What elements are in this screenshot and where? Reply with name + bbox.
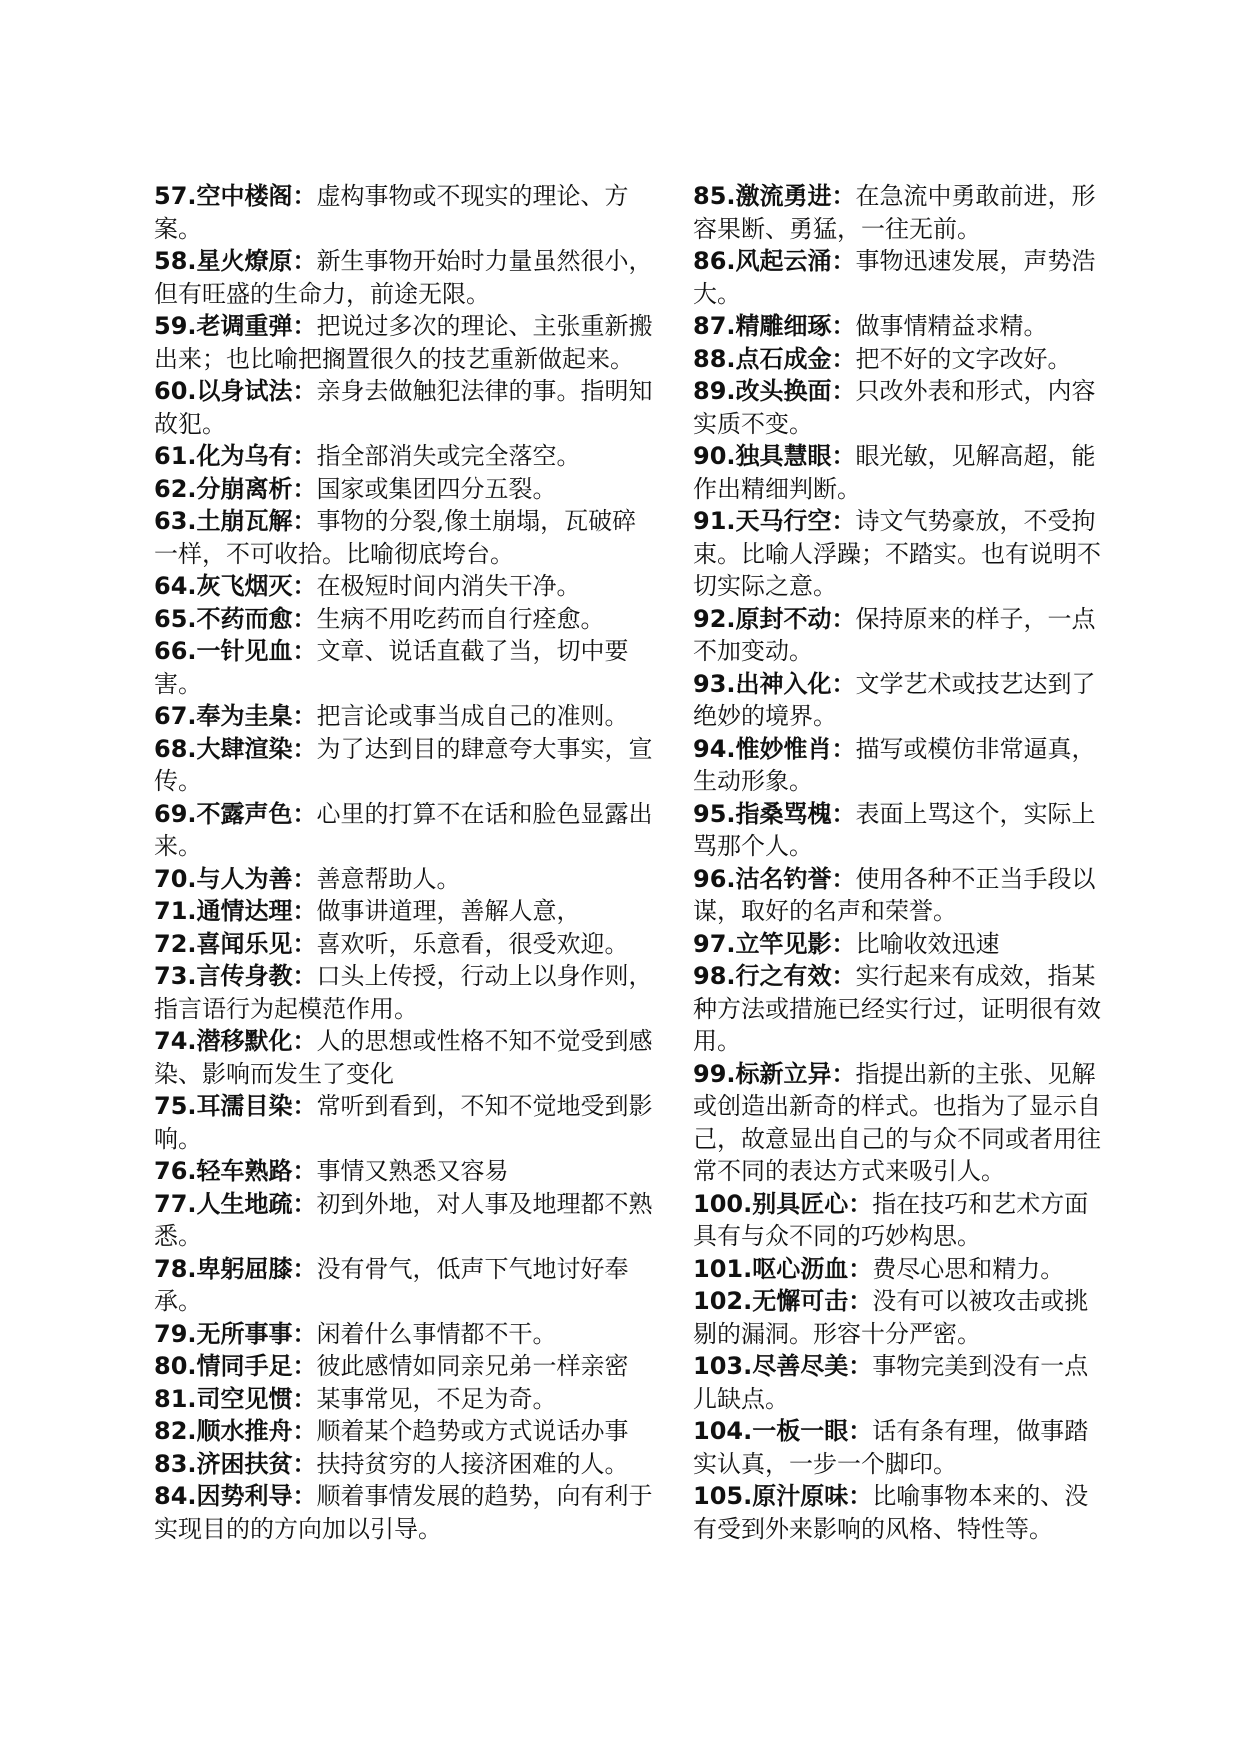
idiom-term: 改头换面 (735, 377, 832, 405)
idiom-term: 喜闻乐见 (196, 929, 293, 958)
idiom-entry (693, 668, 1105, 733)
term-separator: ： (848, 1482, 873, 1510)
idiom-entry (154, 603, 654, 636)
entry-number: 92. (693, 604, 736, 633)
term-separator: ： (292, 1482, 317, 1510)
idiom-definition: 做事讲道理，善解人意， (316, 897, 581, 925)
idiom-term: 星火燎原 (196, 247, 293, 275)
idiom-term: 顺水推舟 (196, 1417, 293, 1445)
entry-number: 90. (693, 442, 736, 470)
idiom-definition: 事情又熟悉又容易 (316, 1157, 509, 1185)
term-separator: ： (831, 247, 856, 275)
idiom-entry (693, 440, 1105, 505)
idiom-entry (693, 928, 1105, 961)
idiom-entry (154, 440, 654, 473)
entry-number: 94. (693, 734, 736, 763)
idiom-entry (154, 1253, 654, 1318)
idiom-term: 沽名钓誉 (735, 864, 832, 893)
entry-number: 84. (154, 1482, 197, 1510)
entry-number: 89. (693, 377, 736, 405)
idiom-term: 风起云涌 (735, 247, 832, 275)
idiom-definition: 比喻收效迅速 (855, 929, 1000, 958)
idiom-term: 化为乌有 (196, 442, 293, 470)
entry-number: 82. (154, 1417, 197, 1445)
idiom-definition: 彼此感情如同亲兄弟一样亲密 (316, 1352, 629, 1380)
entry-number: 81. (154, 1384, 197, 1413)
term-separator: ： (292, 1092, 317, 1120)
term-separator: ： (831, 1059, 856, 1088)
idiom-definition: 某事常见，不足为奇。 (316, 1384, 557, 1413)
term-separator: ： (292, 1417, 317, 1445)
idiom-definition: 顺着事情发展的趋势，向有利于实现目的的方向加以引导。 (154, 1482, 653, 1543)
idiom-definition: 常听到看到，不知不觉地受到影响。 (154, 1092, 653, 1153)
idiom-term: 指桑骂槐 (735, 799, 832, 828)
entry-number: 86. (693, 247, 736, 275)
term-separator: ： (292, 929, 317, 958)
entry-number: 71. (154, 897, 197, 925)
idiom-entry (693, 1253, 1105, 1286)
term-separator: ： (831, 669, 856, 698)
term-separator: ： (848, 1254, 873, 1283)
idiom-term: 济困扶贫 (196, 1449, 293, 1478)
idiom-entry (693, 1058, 1105, 1188)
left-column (154, 180, 654, 1545)
idiom-entry (693, 310, 1105, 343)
idiom-definition: 扶持贫穷的人接济困难的人。 (316, 1449, 629, 1478)
entry-number: 64. (154, 572, 197, 600)
entry-number: 67. (154, 702, 197, 730)
idiom-term: 情同手足 (196, 1352, 293, 1380)
idiom-definition: 善意帮助人。 (316, 864, 461, 893)
idiom-entry (154, 1480, 654, 1545)
entry-number: 63. (154, 507, 197, 535)
idiom-term: 以身试法 (196, 377, 293, 405)
term-separator: ： (292, 312, 317, 340)
term-separator: ： (831, 962, 856, 990)
idiom-definition: 做事情精益求精。 (855, 312, 1048, 340)
idiom-term: 一板一眼 (752, 1417, 849, 1445)
idiom-term: 潜移默化 (196, 1027, 293, 1055)
entry-number: 93. (693, 669, 736, 698)
idiom-definition: 话有条有理，做事踏实认真，一步一个脚印。 (693, 1417, 1089, 1478)
idiom-term: 言传身教 (196, 962, 293, 990)
idiom-entry (154, 1415, 654, 1448)
term-separator: ： (292, 604, 317, 633)
idiom-entry (693, 343, 1105, 376)
idiom-entry (693, 1188, 1105, 1253)
term-separator: ： (831, 377, 856, 405)
idiom-definition: 口头上传授，行动上以身作则，指言语行为起模范作用。 (154, 962, 653, 1023)
idiom-definition: 文学艺术或技艺达到了绝妙的境界。 (693, 669, 1096, 730)
idiom-entry (154, 473, 654, 506)
idiom-definition: 费尽心思和精力。 (872, 1254, 1065, 1283)
term-separator: ： (831, 929, 856, 958)
entry-number: 76. (154, 1157, 197, 1185)
idiom-term: 独具慧眼 (735, 442, 832, 470)
term-separator: ： (831, 344, 856, 373)
idiom-definition: 表面上骂这个，实际上骂那个人。 (693, 799, 1096, 860)
entry-number: 68. (154, 734, 197, 763)
entry-number: 100. (693, 1189, 753, 1218)
term-separator: ： (292, 1449, 317, 1478)
idiom-entry (154, 1025, 654, 1090)
idiom-definition: 顺着某个趋势或方式说话办事 (316, 1417, 629, 1445)
term-separator: ： (831, 799, 856, 828)
idiom-definition: 喜欢听，乐意看，很受欢迎。 (316, 929, 629, 958)
entry-number: 66. (154, 637, 197, 665)
entry-number: 72. (154, 929, 197, 958)
entry-number: 77. (154, 1189, 197, 1218)
idiom-entry (154, 245, 654, 310)
idiom-entry (693, 245, 1105, 310)
idiom-definition: 亲身去做触犯法律的事。指明知故犯。 (154, 377, 653, 438)
idiom-definition: 没有骨气，低声下气地讨好奉承。 (154, 1254, 629, 1315)
idiom-entry (154, 960, 654, 1025)
term-separator: ： (831, 182, 856, 210)
entry-number: 57. (154, 182, 197, 210)
term-separator: ： (292, 1384, 317, 1413)
idiom-entry (693, 1480, 1105, 1545)
right-column (693, 180, 1105, 1545)
term-separator: ： (831, 312, 856, 340)
entry-number: 78. (154, 1254, 197, 1283)
idiom-definition: 虚构事物或不现实的理论、方案。 (154, 182, 629, 243)
term-separator: ： (831, 734, 856, 763)
entry-number: 69. (154, 799, 197, 828)
term-separator: ： (292, 442, 317, 470)
entry-number: 104. (693, 1417, 753, 1445)
idiom-entry (693, 798, 1105, 863)
idiom-term: 奉为圭臬 (196, 702, 293, 730)
term-separator: ： (292, 1254, 317, 1283)
term-separator: ： (292, 1352, 317, 1380)
idiom-term: 别具匠心 (752, 1189, 849, 1218)
idiom-definition: 指在技巧和艺术方面具有与众不同的巧妙构思。 (693, 1189, 1089, 1250)
idiom-entry (693, 180, 1105, 245)
entry-number: 80. (154, 1352, 197, 1380)
idiom-term: 老调重弹 (196, 312, 293, 340)
idiom-term: 因势利导 (196, 1482, 293, 1510)
idiom-entry (154, 635, 654, 700)
term-separator: ： (292, 1157, 317, 1185)
entry-number: 60. (154, 377, 197, 405)
idiom-entry (693, 863, 1105, 928)
entry-number: 59. (154, 312, 197, 340)
entry-number: 98. (693, 962, 736, 990)
idiom-entry (154, 570, 654, 603)
entry-number: 75. (154, 1092, 197, 1120)
entry-number: 70. (154, 864, 197, 893)
entry-number: 102. (693, 1287, 753, 1315)
idiom-entry (154, 310, 654, 375)
idiom-entry (693, 733, 1105, 798)
term-separator: ： (292, 897, 317, 925)
idiom-term: 无所事事 (196, 1319, 293, 1348)
idiom-term: 轻车熟路 (196, 1157, 293, 1185)
term-separator: ： (831, 864, 856, 893)
term-separator: ： (848, 1189, 873, 1218)
idiom-entry (154, 733, 654, 798)
idiom-entry (693, 960, 1105, 1058)
idiom-term: 卑躬屈膝 (196, 1254, 293, 1283)
idiom-definition: 事物完美到没有一点儿缺点。 (693, 1352, 1089, 1413)
idiom-definition: 初到外地，对人事及地理都不熟悉。 (154, 1189, 653, 1250)
idiom-term: 空中楼阁 (196, 182, 293, 210)
term-separator: ： (848, 1352, 873, 1380)
idiom-term: 灰飞烟灭 (196, 572, 293, 600)
term-separator: ： (848, 1417, 873, 1445)
idiom-entry (154, 1448, 654, 1481)
idiom-term: 精雕细琢 (735, 312, 832, 340)
idiom-definition: 在急流中勇敢前进，形容果断、勇猛，一往无前。 (693, 182, 1096, 243)
term-separator: ： (292, 799, 317, 828)
idiom-term: 大肆渲染 (196, 734, 293, 763)
idiom-term: 人生地疏 (196, 1189, 293, 1218)
entry-number: 101. (693, 1254, 753, 1283)
idiom-term: 分崩离析 (196, 474, 293, 503)
idiom-definition: 使用各种不正当手段以谋，取好的名声和荣誉。 (693, 864, 1096, 925)
idiom-definition: 实行起来有成效，指某种方法或措施已经实行过，证明很有效用。 (693, 962, 1101, 1055)
idiom-entry (693, 1415, 1105, 1480)
entry-number: 62. (154, 474, 197, 503)
entry-number: 73. (154, 962, 197, 990)
idiom-term: 呕心沥血 (752, 1254, 849, 1283)
idiom-entry (693, 505, 1105, 603)
idiom-entry (154, 895, 654, 928)
idiom-definition: 人的思想或性格不知不觉受到感染、影响而发生了变化 (154, 1027, 653, 1088)
idiom-term: 与人为善 (196, 864, 293, 893)
idiom-definition: 描写或模仿非常逼真，生动形象。 (693, 734, 1096, 795)
idiom-entry (154, 1350, 654, 1383)
idiom-term: 原汁原味 (752, 1482, 849, 1510)
idiom-definition: 只改外表和形式，内容实质不变。 (693, 377, 1096, 438)
idiom-entry (154, 700, 654, 733)
idiom-entry (154, 798, 654, 863)
idiom-entry (154, 1318, 654, 1351)
idiom-entry (154, 928, 654, 961)
entry-number: 65. (154, 604, 197, 633)
term-separator: ： (292, 962, 317, 990)
idiom-definition: 诗文气势豪放，不受拘束。比喻人浮躁；不踏实。也有说明不切实际之意。 (693, 507, 1101, 600)
term-separator: ： (292, 377, 317, 405)
term-separator: ： (831, 442, 856, 470)
idiom-entry (693, 603, 1105, 668)
term-separator: ： (292, 247, 317, 275)
idiom-definition: 心里的打算不在话和脸色显露出来。 (154, 799, 653, 860)
idiom-definition: 事物的分裂,像土崩塌，瓦破碎一样，不可收拾。比喻彻底垮台。 (154, 507, 637, 568)
term-separator: ： (292, 1027, 317, 1055)
entry-number: 61. (154, 442, 197, 470)
idiom-term: 司空见惯 (196, 1384, 293, 1413)
term-separator: ： (831, 507, 856, 535)
idiom-definition: 保持原来的样子，一点不加变动。 (693, 604, 1096, 665)
idiom-term: 不露声色 (196, 799, 293, 828)
entry-number: 85. (693, 182, 736, 210)
idiom-term: 激流勇进 (735, 182, 832, 210)
entry-number: 74. (154, 1027, 197, 1055)
idiom-term: 一针见血 (196, 637, 293, 665)
idiom-entry (154, 863, 654, 896)
idiom-definition: 指提出新的主张、见解或创造出新奇的样式。也指为了显示自己，故意显出自己的与众不同或者用往常不同的表达方式来吸引人。 (693, 1059, 1101, 1185)
idiom-term: 不药而愈 (196, 604, 293, 633)
idiom-definition: 把不好的文字改好。 (855, 344, 1072, 373)
entry-number: 95. (693, 799, 736, 828)
idiom-entry (693, 375, 1105, 440)
idiom-definition: 在极短时间内消失干净。 (316, 572, 581, 600)
idiom-term: 立竿见影 (735, 929, 832, 958)
term-separator: ： (292, 182, 317, 210)
idiom-term: 土崩瓦解 (196, 507, 293, 535)
idiom-entry (154, 1155, 654, 1188)
entry-number: 103. (693, 1352, 753, 1380)
term-separator: ： (292, 864, 317, 893)
idiom-term: 惟妙惟肖 (735, 734, 832, 763)
idiom-term: 出神入化 (735, 669, 832, 698)
entry-number: 83. (154, 1449, 197, 1478)
idiom-entry (154, 180, 654, 245)
idiom-entry (154, 505, 654, 570)
entry-number: 58. (154, 247, 197, 275)
idiom-definition: 眼光敏，见解高超，能作出精细判断。 (693, 442, 1096, 503)
idiom-definition: 把说过多次的理论、主张重新搬出来；也比喻把搁置很久的技艺重新做起来。 (154, 312, 653, 373)
entry-number: 88. (693, 344, 736, 373)
idiom-definition: 国家或集团四分五裂。 (316, 474, 557, 503)
idiom-definition: 指全部消失或完全落空。 (316, 442, 581, 470)
term-separator: ： (292, 572, 317, 600)
term-separator: ： (831, 604, 856, 633)
term-separator: ： (292, 1189, 317, 1218)
idiom-definition: 新生事物开始时力量虽然很小，但有旺盛的生命力，前途无限。 (154, 247, 653, 308)
idiom-definition: 没有可以被攻击或挑剔的漏洞。形容十分严密。 (693, 1287, 1089, 1348)
idiom-entry (693, 1285, 1105, 1350)
idiom-term: 无懈可击 (752, 1287, 849, 1315)
idiom-definition: 事物迅速发展，声势浩大。 (693, 247, 1096, 308)
idiom-definition: 生病不用吃药而自行痊愈。 (316, 604, 605, 633)
term-separator: ： (292, 474, 317, 503)
idiom-definition: 把言论或事当成自己的准则。 (316, 702, 629, 730)
entry-number: 105. (693, 1482, 753, 1510)
entry-number: 96. (693, 864, 736, 893)
idiom-definition: 闲着什么事情都不干。 (316, 1319, 557, 1348)
term-separator: ： (292, 507, 317, 535)
term-separator: ： (292, 637, 317, 665)
term-separator: ： (292, 734, 317, 763)
idiom-term: 通情达理 (196, 897, 293, 925)
idiom-entry (693, 1350, 1105, 1415)
idiom-term: 标新立异 (735, 1059, 832, 1088)
idiom-term: 尽善尽美 (752, 1352, 849, 1380)
term-separator: ： (848, 1287, 873, 1315)
idiom-term: 行之有效 (735, 962, 832, 990)
idiom-term: 原封不动 (735, 604, 832, 633)
entry-number: 97. (693, 929, 736, 958)
entry-number: 87. (693, 312, 736, 340)
idiom-entry (154, 375, 654, 440)
idiom-definition: 为了达到目的肆意夸大事实，宣传。 (154, 734, 653, 795)
entry-number: 91. (693, 507, 736, 535)
idiom-term: 点石成金 (735, 344, 832, 373)
entry-number: 79. (154, 1319, 197, 1348)
term-separator: ： (292, 1319, 317, 1348)
idiom-definition: 文章、说话直截了当，切中要害。 (154, 637, 629, 698)
idiom-term: 天马行空 (735, 507, 832, 535)
term-separator: ： (292, 702, 317, 730)
idiom-entry (154, 1188, 654, 1253)
idiom-term: 耳濡目染 (196, 1092, 293, 1120)
entry-number: 99. (693, 1059, 736, 1088)
idiom-entry (154, 1090, 654, 1155)
idiom-entry (154, 1383, 654, 1416)
idiom-definition: 比喻事物本来的、没有受到外来影响的风格、特性等。 (693, 1482, 1089, 1543)
